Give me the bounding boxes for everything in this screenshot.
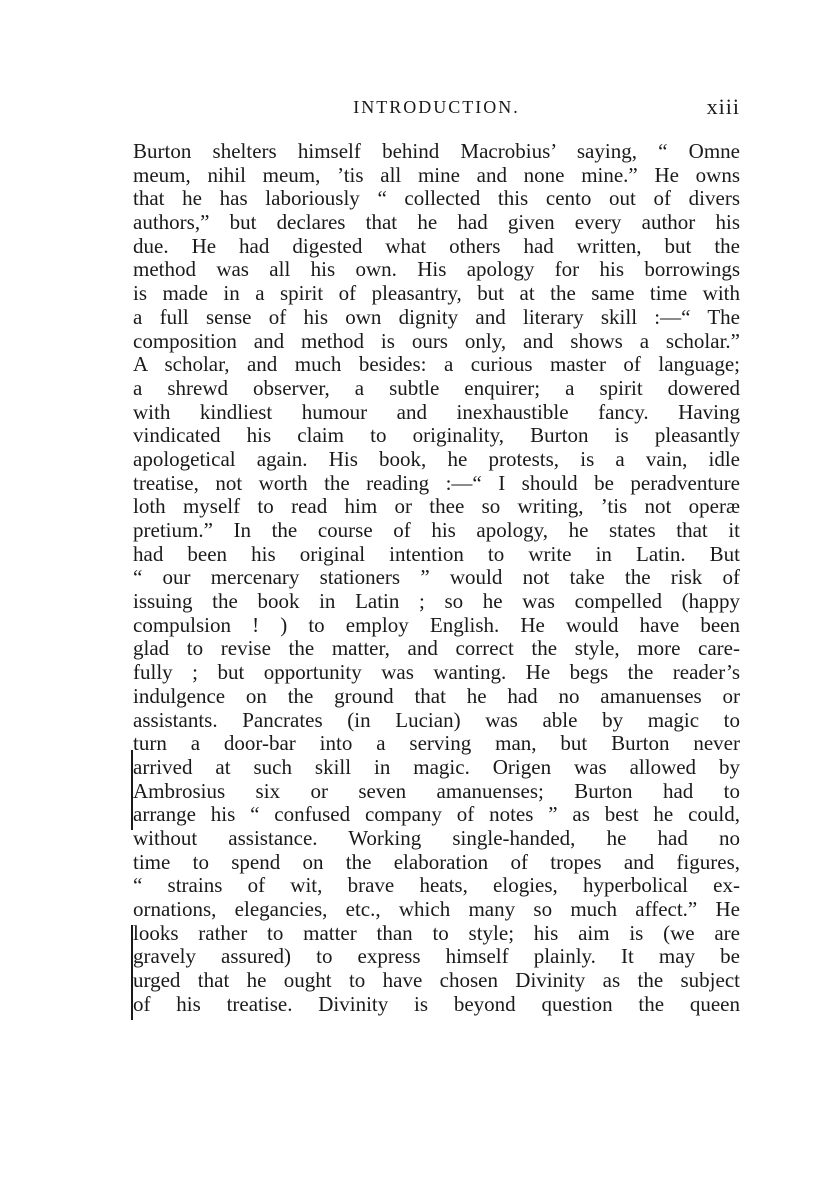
- text-line: issuing the book in Latin ; so he was compelled (happy: [133, 589, 740, 614]
- text-line: looks rather to matter than to style; his aim is (we are: [133, 920, 740, 945]
- text-line: a shrewd observer, a subtle enquirer; a spirit dowered: [133, 375, 740, 400]
- text-line: turn a door-bar into a serving man, but Burton never: [133, 731, 740, 756]
- text-line: compulsion ! ) to employ English. He would have been: [133, 612, 740, 637]
- text-line: Burton shelters himself behind Macrobius’ saying, “ Omne: [133, 139, 740, 163]
- text-line: without assistance. Working single-handed, he had no: [133, 825, 740, 850]
- text-line: of his treatise. Divinity is beyond question the queen: [133, 991, 740, 1016]
- text-line: that he has laboriously “ collected this cento out of divers: [133, 186, 740, 211]
- page-header: [133, 92, 740, 122]
- text-line: loth myself to read him or thee so writing, ’tis not operæ: [133, 494, 740, 519]
- text-line: Ambrosius six or seven amanuenses; Burton had to: [133, 778, 740, 803]
- text-line: fully ; but opportunity was wanting. He begs the reader’s: [133, 660, 740, 685]
- text-line: meum, nihil meum, ’tis all mine and none mine.” He owns: [133, 162, 740, 187]
- text-line: urged that he ought to have chosen Divinity as the subject: [133, 968, 740, 993]
- text-line: pretium.” In the course of his apology, he states that it: [133, 518, 740, 542]
- text-line: treatise, not worth the reading :—“ I should be peradventure: [133, 470, 740, 495]
- body-paragraph: [133, 140, 740, 1016]
- text-line: gravely assured) to express himself plainly. It may be: [133, 944, 740, 969]
- text-line: with kindliest humour and inexhaustible fancy. Having: [133, 399, 740, 424]
- text-line: had been his original intention to write in Latin. But: [133, 541, 740, 566]
- text-line: arrived at such skill in magic. Origen was allowed by: [133, 754, 740, 779]
- text-line: assistants. Pancrates (in Lucian) was able by magic to: [133, 707, 740, 732]
- text-line: indulgence on the ground that he had no amanuenses or: [133, 683, 740, 708]
- text-line: ornations, elegancies, etc., which many so much affect.” He: [133, 897, 740, 921]
- page-number: xiii: [706, 94, 740, 119]
- text-line: glad to revise the matter, and correct the style, more care-: [133, 636, 740, 661]
- text-line: is made in a spirit of pleasantry, but at the same time with: [133, 281, 740, 306]
- text-line: “ strains of wit, brave heats, elogies, hyperbolical ex-: [133, 873, 740, 898]
- text-line: apologetical again. His book, he protests, is a vain, idle: [133, 446, 740, 471]
- text-line: a full sense of his own dignity and literary skill :—“ The: [133, 304, 740, 329]
- text-line: composition and method is ours only, and shows a scholar.”: [133, 328, 740, 353]
- text-line: A scholar, and much besides: a curious master of language;: [133, 352, 740, 377]
- text-line: vindicated his claim to originality, Burton is pleasantly: [133, 423, 740, 448]
- running-title: INTRODUCTION.: [353, 97, 520, 117]
- text-line: time to spend on the elaboration of tropes and figures,: [133, 849, 740, 874]
- text-line: arrange his “ confused company of notes ” as best he could,: [133, 802, 740, 827]
- text-line: method was all his own. His apology for his borrowings: [133, 257, 740, 282]
- text-line: authors,” but declares that he had given every author his: [133, 210, 740, 235]
- text-line: “ our mercenary stationers ” would not take the risk of: [133, 565, 740, 590]
- text-line: due. He had digested what others had written, but the: [133, 233, 740, 258]
